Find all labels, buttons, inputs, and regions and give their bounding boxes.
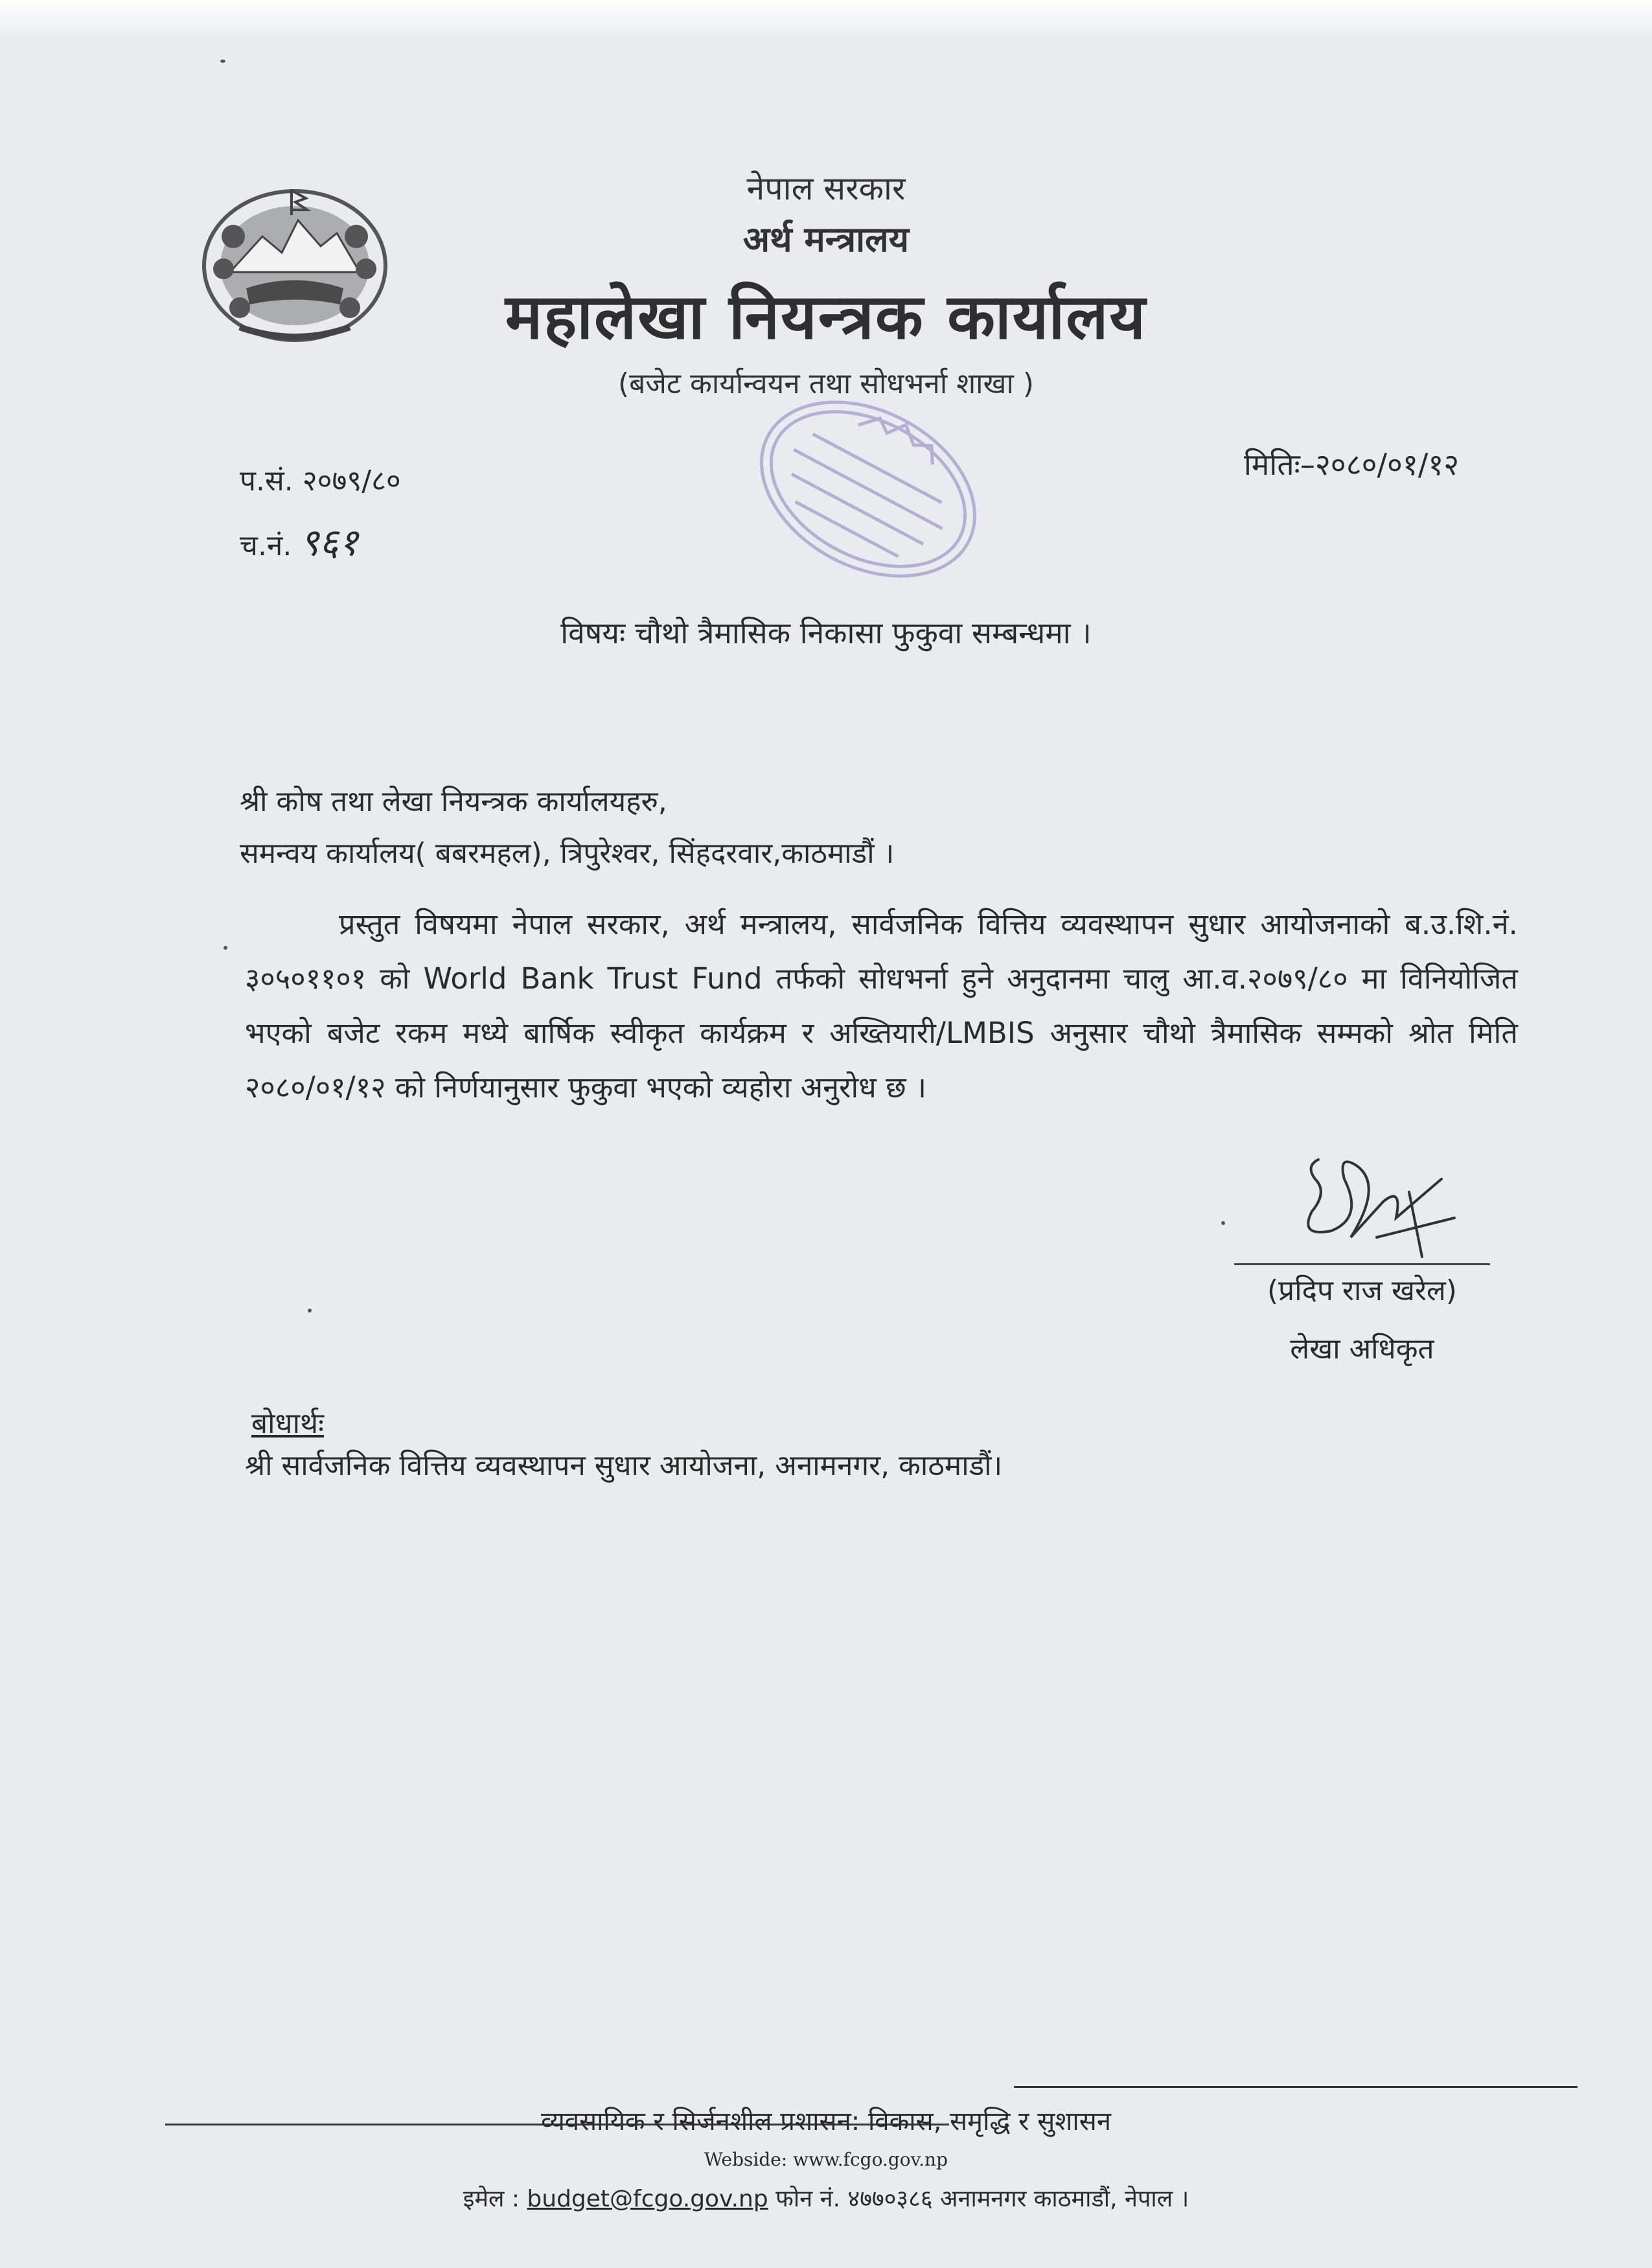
scan-speck — [220, 60, 225, 63]
dispatch-value: ९६१ — [299, 520, 358, 564]
email-label: इमेल : — [463, 2186, 520, 2212]
ministry-name: अर्थ मन्त्रालय — [742, 219, 910, 260]
footer-motto: व्यवसायिक र सिर्जनशील प्रशासन: विकास, समृद्धि र सुशासन — [540, 2107, 1112, 2136]
signatory-name: (प्रदिप राज खरेल) — [1267, 1274, 1457, 1307]
footer-contact — [0, 2182, 1652, 2214]
addressee-line-1: श्री कोष तथा लेखा नियन्त्रक कार्यालयहरु, — [240, 785, 667, 818]
footer-divider-upper — [1014, 2086, 1577, 2088]
scan-edge — [0, 0, 1652, 39]
cc-label: बोधार्थः — [251, 1407, 324, 1440]
office-stamp-icon — [732, 382, 1004, 596]
phone-address: फोन नं. ४७७०३८६ अनामनगर काठमाडौं, नेपाल । — [775, 2186, 1189, 2212]
reference-number: प.सं. २०७९/८० — [240, 464, 401, 498]
letter-date: मितिः–२०८०/०१/१२ — [1244, 447, 1460, 482]
email-link[interactable]: budget@fcgo.gov.np — [527, 2186, 768, 2212]
signatory-designation: लेखा अधिकृत — [1290, 1333, 1434, 1366]
footer-website: Webside: www.fcgo.gov.np — [704, 2149, 948, 2170]
office-name: महालेखा नियन्त्रक कार्यालय — [505, 281, 1147, 353]
scan-speck — [1221, 1221, 1225, 1225]
subject-line: विषयः चौथो त्रैमासिक निकासा फुकुवा सम्बन्धमा । — [560, 615, 1092, 650]
dispatch-number — [240, 515, 358, 566]
addressee-line-2: समन्वय कार्यालय( बबरमहल), त्रिपुरेश्वर, सिंहदरवार,काठमाडौं । — [240, 837, 895, 870]
scan-speck — [308, 1309, 312, 1312]
government-name: नेपाल सरकार — [746, 170, 906, 207]
handwritten-signature — [1292, 1140, 1467, 1270]
scan-speck — [224, 946, 227, 950]
letter-body: प्रस्तुत विषयमा नेपाल सरकार, अर्थ मन्त्रालय, सार्वजनिक वित्तिय व्यवस्थापन सुधार आयोजनाको ब.उ.शि.नं. ३०५०११०१ को World Bank Trust Fund तर्फको सोधभर्ना हुने अनुदानमा चालु आ.व.२०७९/८० मा विनियोजित भएको बजेट रकम मध्ये बार्षिक स्वीकृत कार्यक्रम र अख्तियारी/LMBIS अनुसार चौथो त्रैमासिक सम्मको श्रोत मिति २०८०/०१/१२ को निर्णयानुसार फुकुवा भएको व्यहोरा अनुरोध छ । — [245, 907, 1518, 1105]
dispatch-label: च.नं. — [240, 529, 292, 562]
branch-name: (बजेट कार्यान्वयन तथा सोधभर्ना शाखा ) — [617, 367, 1035, 400]
signature-line — [1234, 1263, 1490, 1265]
cc-recipient: श्री सार्वजनिक वित्तिय व्यवस्थापन सुधार आयोजना, अनामनगर, काठमाडौं। — [245, 1449, 1003, 1482]
